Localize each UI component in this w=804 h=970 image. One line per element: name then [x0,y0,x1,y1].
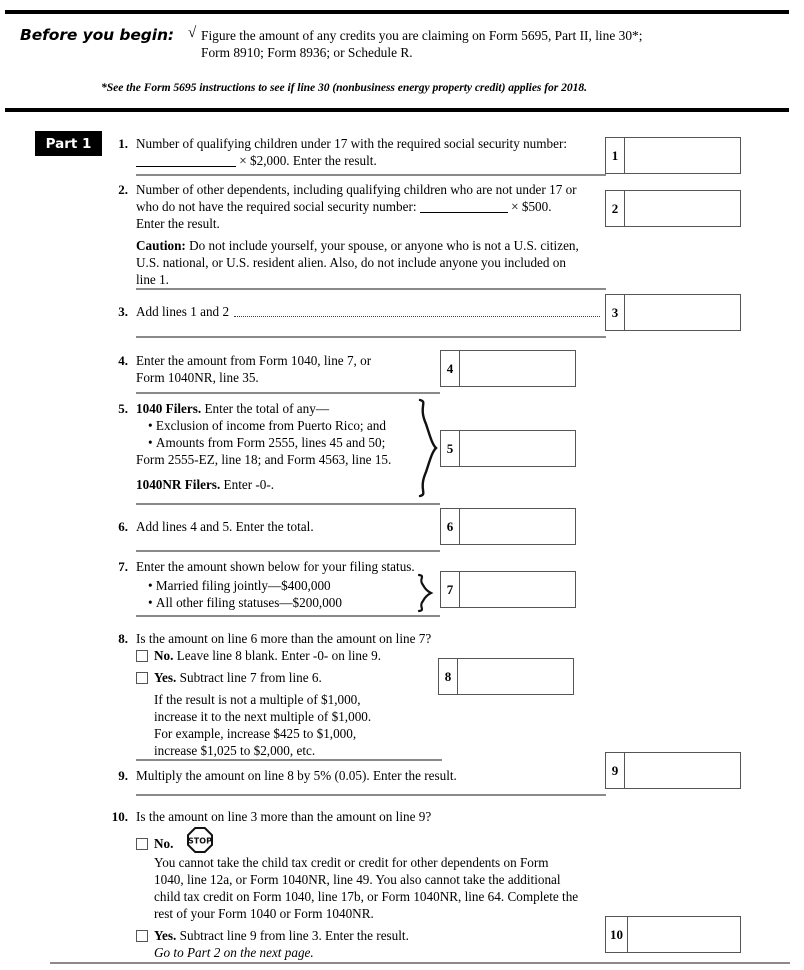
line-10-no-body-1: You cannot take the child tax credit or credit for other dependents on Form [154,855,549,870]
line-1-number: 1. [118,136,128,151]
line-8-yes-text [154,670,484,687]
line-5-nr-label: 1040NR Filers. [136,477,221,492]
line-4-number: 4. [118,353,128,368]
bottom-rule [50,962,790,964]
line-7-box-number: 7 [441,572,460,607]
line-5-filers-label: 1040 Filers. [136,401,202,416]
caution-label: Caution: [136,238,186,253]
line-3-amount-box[interactable] [605,294,741,331]
line-10-no-body-2: 1040, line 12a, or Form 1040NR, line 49. You also cannot take the additional [154,872,561,887]
line-8-separator [136,759,442,761]
line-3-box-number: 3 [606,295,625,330]
bullet-dot-icon: • [148,435,153,450]
top-rule [5,10,789,14]
line-2-caution-2: U.S. national, or U.S. resident alien. Also, do not include anyone you included on [136,255,566,270]
line-8-no-checkbox[interactable] [136,650,148,662]
line-10-yes-checkbox[interactable] [136,930,148,942]
line-2-amount-box[interactable] [605,190,741,227]
line-5-brace [414,398,440,498]
line-3-separator [136,336,606,338]
line-6-separator [136,550,440,552]
line-4-amount-box[interactable] [440,350,576,387]
line-9-separator [136,794,606,796]
line-7-separator [136,615,440,617]
stop-sign-icon [186,826,214,854]
line-10-yes-label: Yes. [154,928,177,943]
line-1-text-2-label: × $2,000. Enter the result. [239,153,377,168]
line-5-nr-rest: Enter -0-. [220,477,275,492]
line-5-bullet-2-label: Amounts from Form 2555, lines 45 and 50; [155,435,386,450]
line-5-amount-box[interactable] [440,430,576,467]
line-5-text-2: Form 2555-EZ, line 18; and Form 4563, line 15. [136,452,392,467]
line-5-bullet-2 [148,435,428,452]
line-6-number: 6. [118,519,128,534]
line-9-text: Multiply the amount on line 8 by 5% (0.05). Enter the result. [136,768,457,783]
bullet-dot-icon: • [148,578,153,593]
part-1-badge: Part 1 [35,131,102,156]
line-3-number: 3. [118,304,128,319]
line-8-number: 8. [118,631,128,646]
header-bottom-rule [5,108,789,112]
line-9-amount-box[interactable] [605,752,741,789]
line-8-yes-label: Yes. [154,670,177,685]
line-8-question: Is the amount on line 6 more than the amount on line 7? [136,631,432,646]
line-8-note-2: increase it to the next multiple of $1,000. [154,709,372,724]
line-1-text-1: Number of qualifying children under 17 with the required social security number: [136,136,568,151]
line-2-caution-1 [136,238,616,255]
line-10-yes-rest: Subtract line 9 from line 3. Enter the result. [176,928,409,943]
before-you-begin-label: Before you begin: [20,26,175,44]
line-8-note-3: For example, increase $425 to $1,000, [154,726,357,741]
bullet-dot-icon: • [148,595,153,610]
line-8-no-rest: Leave line 8 blank. Enter -0- on line 9. [173,648,382,663]
line-4-box-number: 4 [441,351,460,386]
line-6-box-number: 6 [441,509,460,544]
before-you-begin-line2: Form 8910; Form 8936; or Schedule R. [201,45,413,60]
line-8-box-number: 8 [439,659,458,694]
line-7-bullet-2-label: All other filing statuses—$200,000 [155,595,342,610]
line-10-no-body-4: rest of your Form 1040 or Form 1040NR. [154,906,374,921]
line-1-blank[interactable] [136,154,236,167]
line-8-yes-checkbox[interactable] [136,672,148,684]
line-1-separator [136,174,606,176]
footnote-text: *See the Form 5695 instructions to see if line 30 (nonbusiness energy property credit) applies for 2018. [101,81,587,94]
line-10-question: Is the amount on line 3 more than the amount on line 9? [136,809,432,824]
line-10-number: 10. [111,809,128,824]
caution-text-1: Do not include yourself, your spouse, or anyone who is not a U.S. citizen, [185,238,579,253]
line-2-text-2-label: who do not have the required social security number: [136,199,417,214]
line-6-amount-box[interactable] [440,508,576,545]
line-9-number: 9. [118,768,128,783]
line-10-amount-box[interactable] [605,916,741,953]
line-10-no-checkbox[interactable] [136,838,148,850]
line-5-separator [136,503,440,505]
line-5-filers [136,401,416,418]
line-7-text: Enter the amount shown below for your filing status. [136,559,415,574]
line-8-amount-box[interactable] [438,658,574,695]
line-4-text-1: Enter the amount from Form 1040, line 7, or [136,353,372,368]
line-2-number: 2. [118,182,128,197]
line-10-yes-text [154,928,494,945]
before-you-begin-line1: Figure the amount of any credits you are claiming on Form 5695, Part II, line 30*; [201,28,643,43]
line-8-no-text [154,648,484,665]
line-1-amount-box[interactable] [605,137,741,174]
line-7-amount-box[interactable] [440,571,576,608]
line-10-no-label: No. [154,836,174,851]
line-7-bullet-1 [148,578,428,595]
line-7-bullet-2 [148,595,428,612]
line-5-number: 5. [118,401,128,416]
stop-sign-text: STOP [188,836,212,846]
line-5-box-number: 5 [441,431,460,466]
check-mark-icon: √ [188,25,197,41]
line-1-box-number: 1 [606,138,625,173]
line-2-box-number: 2 [606,191,625,226]
line-2-text-1: Number of other dependents, including qualifying children who are not under 17 or [136,182,577,197]
line-10-no-body-3: child tax credit on Form 1040, line 17b, or Form 1040NR, line 64. Complete the [154,889,579,904]
line-3-leader [234,316,600,317]
line-2-separator [136,288,606,290]
line-5-filers-rest: Enter the total of any— [201,401,330,416]
line-6-text: Add lines 4 and 5. Enter the total. [136,519,314,534]
line-8-note-1: If the result is not a multiple of $1,000, [154,692,361,707]
line-10-goto-text [154,945,494,962]
line-5-nr-filers [136,477,416,494]
line-4-separator [136,392,440,394]
line-2-blank[interactable] [420,200,508,213]
line-8-note-4: increase $1,025 to $2,000, etc. [154,743,316,758]
line-5-bullet-1 [148,418,428,435]
bullet-dot-icon: • [148,418,153,433]
line-3-text: Add lines 1 and 2 [136,304,230,319]
line-2-text-2-suffix: × $500. [511,199,552,214]
line-7-number: 7. [118,559,128,574]
line-1-text-2 [136,153,606,170]
line-5-bullet-1-label: Exclusion of income from Puerto Rico; and [155,418,386,433]
line-8-yes-rest: Subtract line 7 from line 6. [176,670,322,685]
line-8-no-label: No. [154,648,174,663]
line-7-brace [414,573,436,613]
line-10-goto-label: Go to Part 2 on the next page. [154,945,314,960]
line-2-caution-3: line 1. [136,272,169,287]
line-9-box-number: 9 [606,753,625,788]
line-2-text-2 [136,199,616,216]
line-4-text-2: Form 1040NR, line 35. [136,370,259,385]
line-2-text-3: Enter the result. [136,216,220,231]
line-10-box-number: 10 [606,917,628,952]
line-7-bullet-1-label: Married filing jointly—$400,000 [155,578,331,593]
